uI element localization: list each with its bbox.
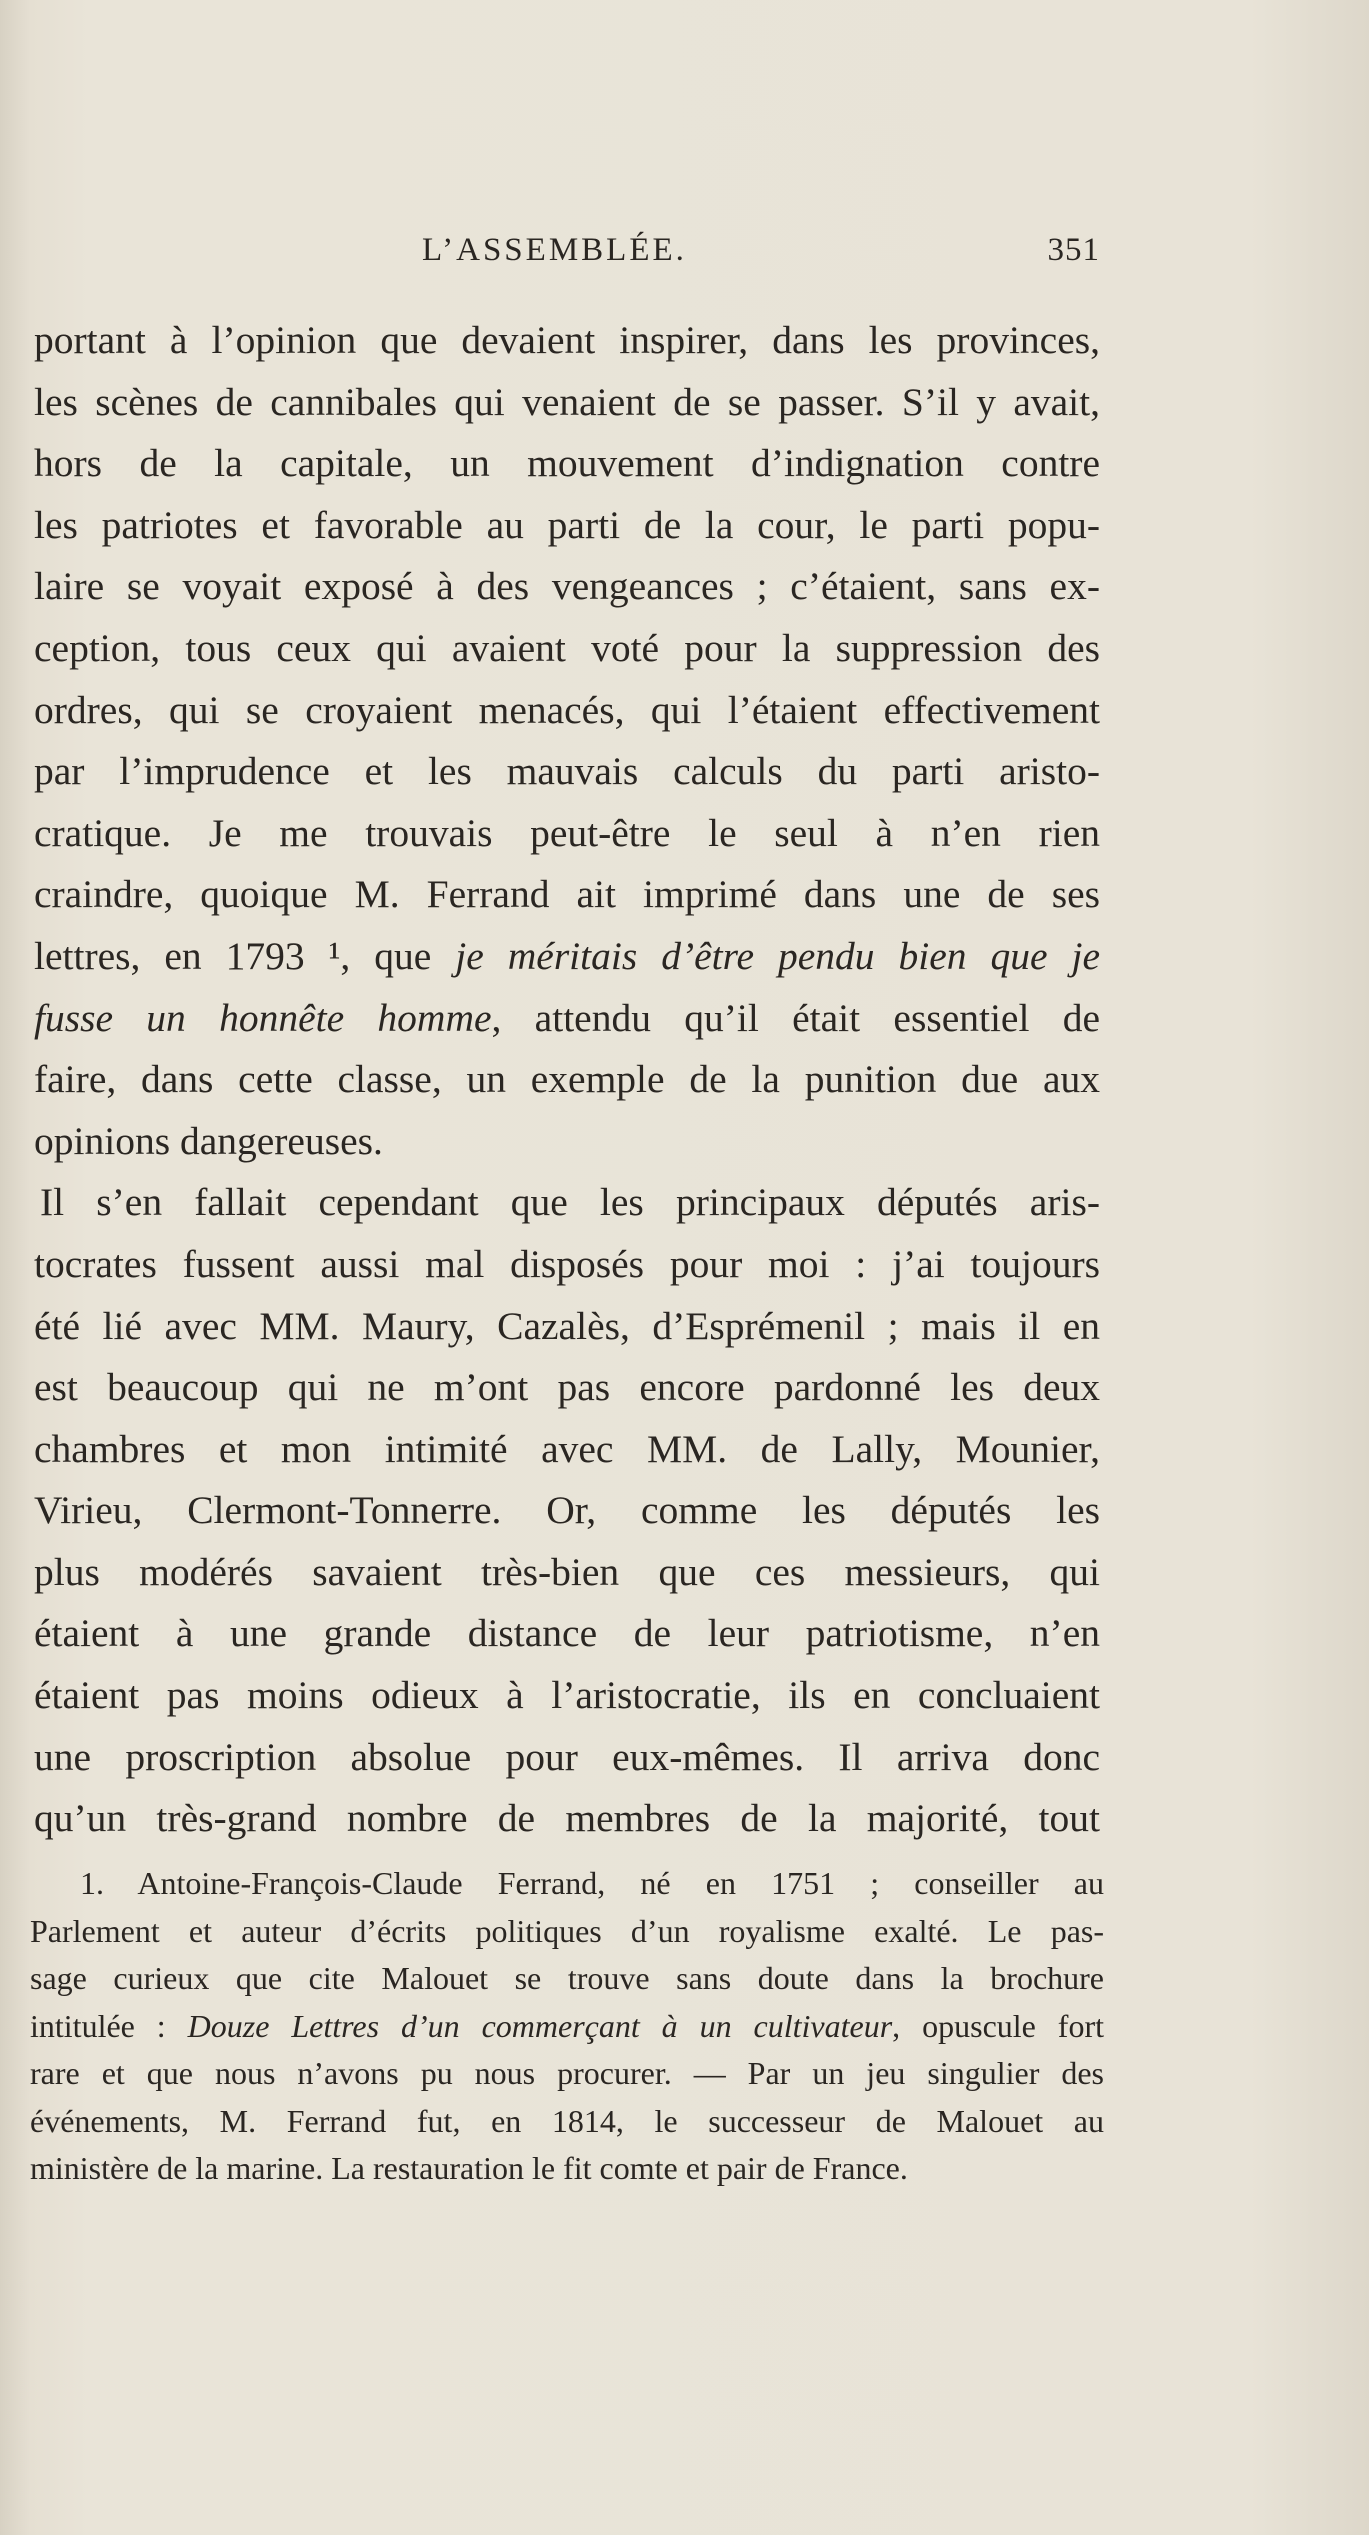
italic-quote: je méritais d’être pendu bien que je <box>455 933 1101 978</box>
text-line: est beaucoup qui ne m’ont pas encore pardonné les deux <box>34 1365 1100 1410</box>
text-line: cratique. Je me trouvais peut-être le seul à n’en rien <box>34 810 1100 855</box>
text-line: été lié avec MM. Maury, Cazalès, d’Esprémenil ; mais il en <box>34 1303 1100 1348</box>
text-line: faire, dans cette classe, un exemple de la punition due aux <box>34 1057 1100 1102</box>
text-line: qu’un très-grand nombre de membres de la majorité, tout <box>34 1796 1100 1841</box>
text-line: laire se voyait exposé à des vengeances ; c’étaient, sans ex- <box>34 564 1100 609</box>
text-line: étaient à une grande distance de leur patriotisme, n’en <box>34 1611 1100 1656</box>
italic-quote: fusse un honnête homme <box>34 995 492 1040</box>
footnote-line: Parlement et auteur d’écrits politiques d’un royalisme exalté. Le pas- <box>30 1912 1104 1949</box>
footnote-line: rare et que nous n’avons pu nous procurer. — Par un jeu singulier des <box>30 2055 1104 2091</box>
italic-title: Douze Lettres d’un commerçant à un cultivateur <box>187 2007 893 2044</box>
text-line: tocrates fussent aussi mal disposés pour moi : j’ai toujours <box>34 1241 1100 1286</box>
footnote-segment: intitulée : <box>30 2007 188 2044</box>
page-number: 351 <box>1047 232 1100 268</box>
text-line-with-quote <box>34 926 1100 988</box>
paragraph-start-line: Il s’en fallait cependant que les principaux députés aris- <box>40 1180 1100 1225</box>
text-line: opinions dangereuses. <box>34 1118 383 1163</box>
text-segment: lettres, en 1793 ¹, que <box>34 933 456 978</box>
footnote-line: 1. Antoine-François-Claude Ferrand, né en 1751 ; conseiller au <box>80 1865 1104 1901</box>
text-line: les patriotes et favorable au parti de la cour, le parti popu- <box>34 502 1100 547</box>
footnote-segment: , opuscule fort <box>892 2007 1104 2044</box>
body-text <box>34 310 1100 1850</box>
text-line: chambres et mon intimité avec MM. de Lally, Mounier, <box>34 1426 1100 1471</box>
text-line-with-quote <box>34 988 1100 1050</box>
text-line: craindre, quoique M. Ferrand ait imprimé dans une de ses <box>34 872 1100 917</box>
footnote-line-with-title <box>30 2003 1104 2051</box>
footnote-line: ministère de la marine. La restauration le fit comte et pair de France. <box>30 2150 908 2186</box>
running-title: L’ASSEMBLÉE. <box>422 232 687 268</box>
footnote-line: événements, M. Ferrand fut, en 1814, le successeur de Malouet au <box>30 2102 1104 2139</box>
footnotes <box>30 1860 1104 2193</box>
text-line: ordres, qui se croyaient menacés, qui l’étaient effectivement <box>34 687 1100 732</box>
text-line: Virieu, Clermont-Tonnerre. Or, comme les députés les <box>34 1488 1100 1533</box>
text-line: plus modérés savaient très-bien que ces messieurs, qui <box>34 1549 1100 1594</box>
footnote-line: sage curieux que cite Malouet se trouve sans doute dans la brochure <box>30 1960 1104 1996</box>
text-segment: , attendu qu’il était essentiel de <box>491 995 1101 1040</box>
text-line: portant à l’opinion que devaient inspirer, dans les provinces, <box>34 318 1100 362</box>
text-line: les scènes de cannibales qui venaient de se passer. S’il y avait, <box>34 379 1100 424</box>
text-line: ception, tous ceux qui avaient voté pour la suppression des <box>34 625 1100 670</box>
page-header <box>30 232 1100 282</box>
text-line: par l’imprudence et les mauvais calculs du parti aristo- <box>34 749 1100 794</box>
text-line: hors de la capitale, un mouvement d’indignation contre <box>34 441 1100 486</box>
text-line: étaient pas moins odieux à l’aristocratie, ils en concluaient <box>34 1673 1100 1718</box>
text-line: une proscription absolue pour eux-mêmes. Il arriva donc <box>34 1734 1100 1779</box>
